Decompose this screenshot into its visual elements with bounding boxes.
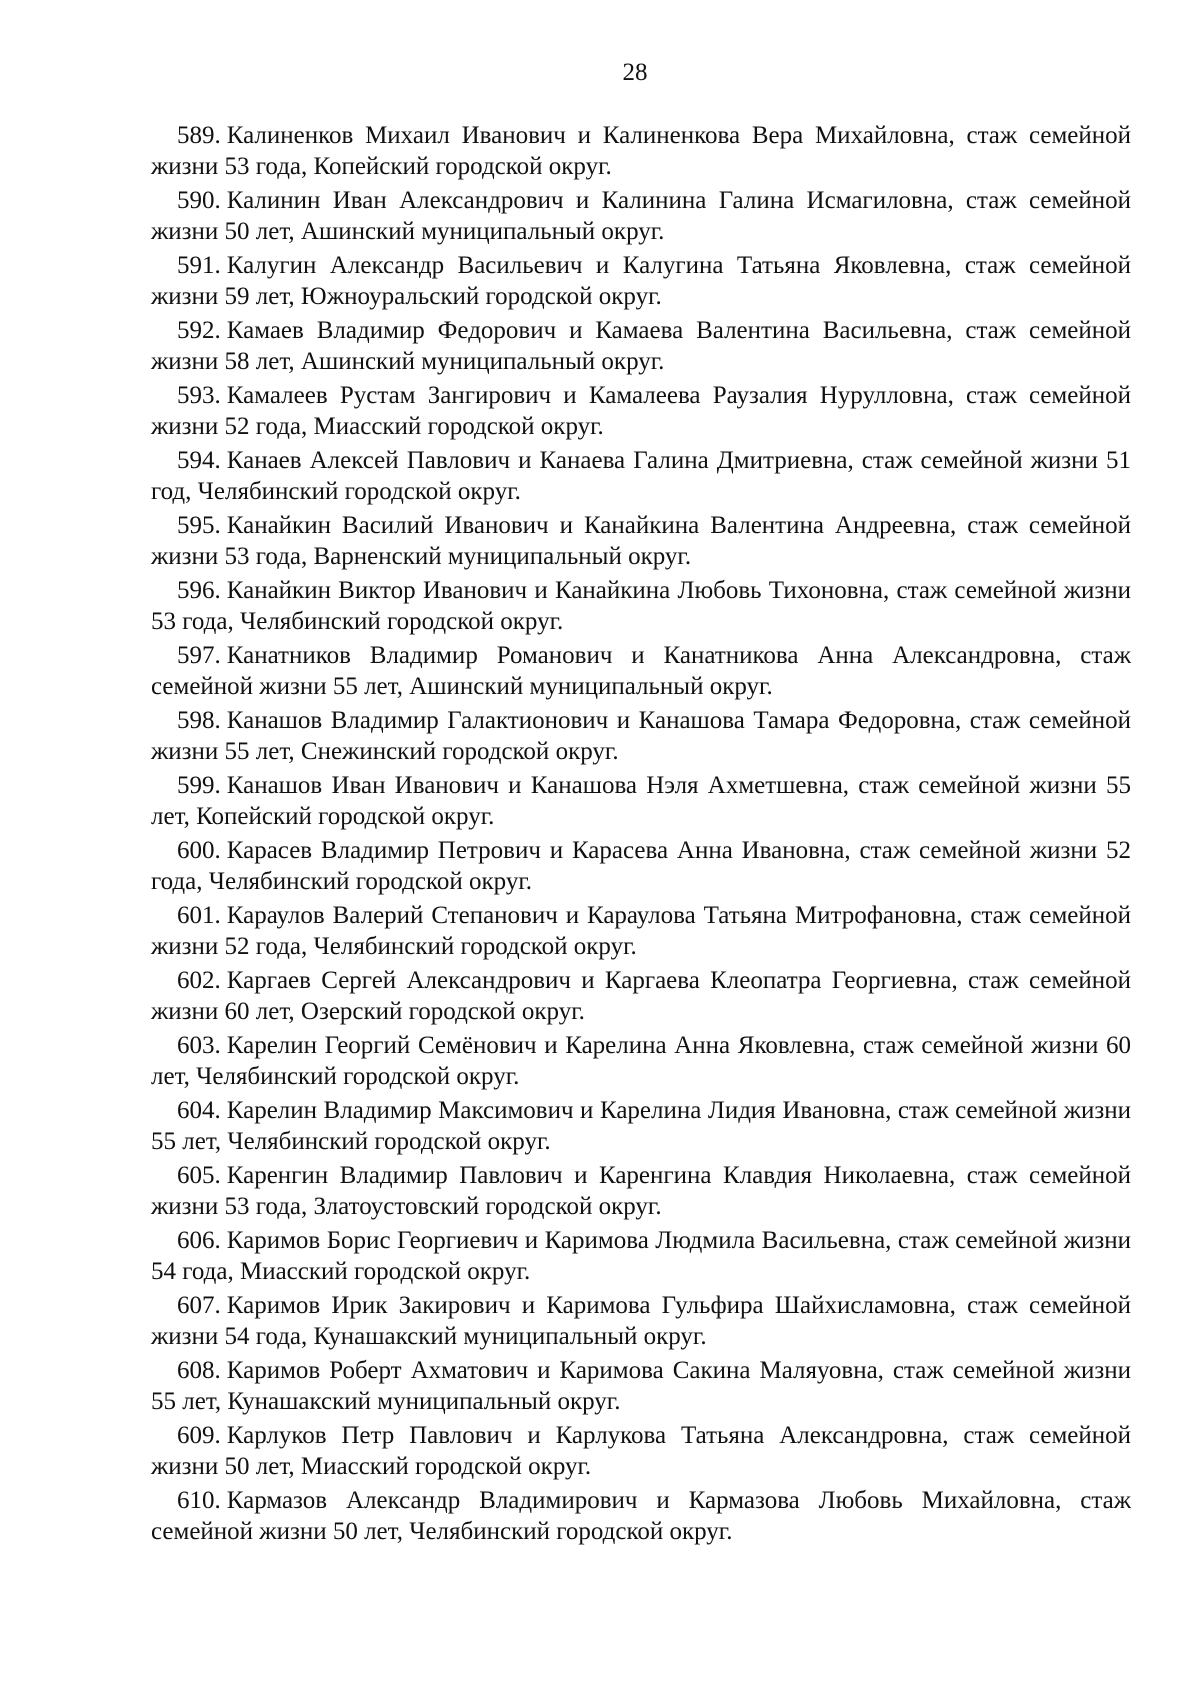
entry-text: Карлуков Петр Павлович и Карлукова Татьяна Александровна, стаж семейной жизни 50 лет, Миасский городской округ. xyxy=(151,1422,1131,1480)
list-item xyxy=(151,770,1131,832)
list-item xyxy=(151,250,1131,312)
entry-number: 610. xyxy=(177,1487,221,1514)
entry-number: 592. xyxy=(177,317,221,344)
entry-text: Карелин Владимир Максимович и Карелина Лидия Ивановна, стаж семейной жизни 55 лет, Челябинский городской округ. xyxy=(151,1097,1131,1155)
entry-text: Караулов Валерий Степанович и Караулова Татьяна Митрофановна, стаж семейной жизни 52 года, Челябинский городской округ. xyxy=(151,902,1131,960)
entry-text: Калугин Александр Васильевич и Калугина Татьяна Яковлевна, стаж семейной жизни 59 лет, Южноуральский городской округ. xyxy=(151,252,1131,310)
list-item xyxy=(151,1355,1131,1417)
entry-text: Канайкин Василий Иванович и Канайкина Валентина Андреевна, стаж семейной жизни 53 года, Варненский муниципальный округ. xyxy=(151,512,1131,570)
entry-text: Калиненков Михаил Иванович и Калиненкова Вера Михайловна, стаж семейной жизни 53 года, Копейский городской округ. xyxy=(151,122,1131,180)
entry-text: Каргаев Сергей Александрович и Каргаева Клеопатра Георгиевна, стаж семейной жизни 60 лет, Озерский городской округ. xyxy=(151,967,1131,1025)
award-list xyxy=(151,120,1131,1550)
list-item xyxy=(151,1225,1131,1287)
entry-number: 599. xyxy=(177,772,221,799)
entry-text: Канатников Владимир Романович и Канатникова Анна Александровна, стаж семейной жизни 55 лет, Ашинский муниципальный округ. xyxy=(151,642,1131,700)
list-item xyxy=(151,1095,1131,1157)
list-item xyxy=(151,120,1131,182)
list-item xyxy=(151,1485,1131,1547)
entry-number: 609. xyxy=(177,1422,221,1449)
entry-text: Каримов Борис Георгиевич и Каримова Людмила Васильевна, стаж семейной жизни 54 года, Миасский городской округ. xyxy=(151,1227,1131,1285)
entry-text: Канашов Иван Иванович и Канашова Нэля Ахметшевна, стаж семейной жизни 55 лет, Копейский городской округ. xyxy=(151,772,1131,830)
entry-number: 597. xyxy=(177,642,221,669)
entry-text: Канайкин Виктор Иванович и Канайкина Любовь Тихоновна, стаж семейной жизни 53 года, Челябинский городской округ. xyxy=(151,577,1131,635)
entry-text: Каренгин Владимир Павлович и Каренгина Клавдия Николаевна, стаж семейной жизни 53 года, Златоустовский городской округ. xyxy=(151,1162,1131,1220)
entry-text: Кармазов Александр Владимирович и Кармазова Любовь Михайловна, стаж семейной жизни 50 лет, Челябинский городской округ. xyxy=(151,1487,1131,1545)
list-item xyxy=(151,510,1131,572)
list-item xyxy=(151,1030,1131,1092)
entry-number: 590. xyxy=(177,187,221,214)
entry-text: Каримов Роберт Ахматович и Каримова Сакина Маляуовна, стаж семейной жизни 55 лет, Кунашакский муниципальный округ. xyxy=(151,1357,1131,1415)
entry-text: Калинин Иван Александрович и Калинина Галина Исмагиловна, стаж семейной жизни 50 лет, Ашинский муниципальный округ. xyxy=(151,187,1131,245)
entry-number: 598. xyxy=(177,707,221,734)
entry-number: 602. xyxy=(177,967,221,994)
entry-number: 603. xyxy=(177,1032,221,1059)
entry-number: 595. xyxy=(177,512,221,539)
entry-text: Канашов Владимир Галактионович и Канашова Тамара Федоровна, стаж семейной жизни 55 лет, Снежинский городской округ. xyxy=(151,707,1131,765)
list-item xyxy=(151,380,1131,442)
entry-number: 601. xyxy=(177,902,221,929)
list-item xyxy=(151,445,1131,507)
entry-number: 600. xyxy=(177,837,221,864)
entry-number: 605. xyxy=(177,1162,221,1189)
list-item xyxy=(151,575,1131,637)
list-item xyxy=(151,1290,1131,1352)
list-item xyxy=(151,900,1131,962)
list-item xyxy=(151,315,1131,377)
page-number: 28 xyxy=(622,59,648,86)
entry-number: 596. xyxy=(177,577,221,604)
list-item xyxy=(151,965,1131,1027)
entry-text: Камаев Владимир Федорович и Камаева Валентина Васильевна, стаж семейной жизни 58 лет, Ашинский муниципальный округ. xyxy=(151,317,1131,375)
entry-text: Канаев Алексей Павлович и Канаева Галина Дмитриевна, стаж семейной жизни 51 год, Челябинский городской округ. xyxy=(151,447,1131,505)
entry-text: Камалеев Рустам Зангирович и Камалеева Раузалия Нурулловна, стаж семейной жизни 52 года, Миасский городской округ. xyxy=(151,382,1131,440)
entry-number: 593. xyxy=(177,382,221,409)
entry-number: 589. xyxy=(177,122,221,149)
list-item xyxy=(151,1160,1131,1222)
list-item xyxy=(151,705,1131,767)
list-item xyxy=(151,835,1131,897)
entry-number: 607. xyxy=(177,1292,221,1319)
entry-number: 604. xyxy=(177,1097,221,1124)
entry-number: 608. xyxy=(177,1357,221,1384)
list-item xyxy=(151,185,1131,247)
entry-number: 591. xyxy=(177,252,221,279)
entry-number: 594. xyxy=(177,447,221,474)
list-item xyxy=(151,1420,1131,1482)
list-item xyxy=(151,640,1131,702)
entry-text: Каримов Ирик Закирович и Каримова Гульфира Шайхисламовна, стаж семейной жизни 54 года, Кунашакский муниципальный округ. xyxy=(151,1292,1131,1350)
entry-number: 606. xyxy=(177,1227,221,1254)
entry-text: Карелин Георгий Семёнович и Карелина Анна Яковлевна, стаж семейной жизни 60 лет, Челябинский городской округ. xyxy=(151,1032,1131,1090)
entry-text: Карасев Владимир Петрович и Карасева Анна Ивановна, стаж семейной жизни 52 года, Челябинский городской округ. xyxy=(151,837,1131,895)
